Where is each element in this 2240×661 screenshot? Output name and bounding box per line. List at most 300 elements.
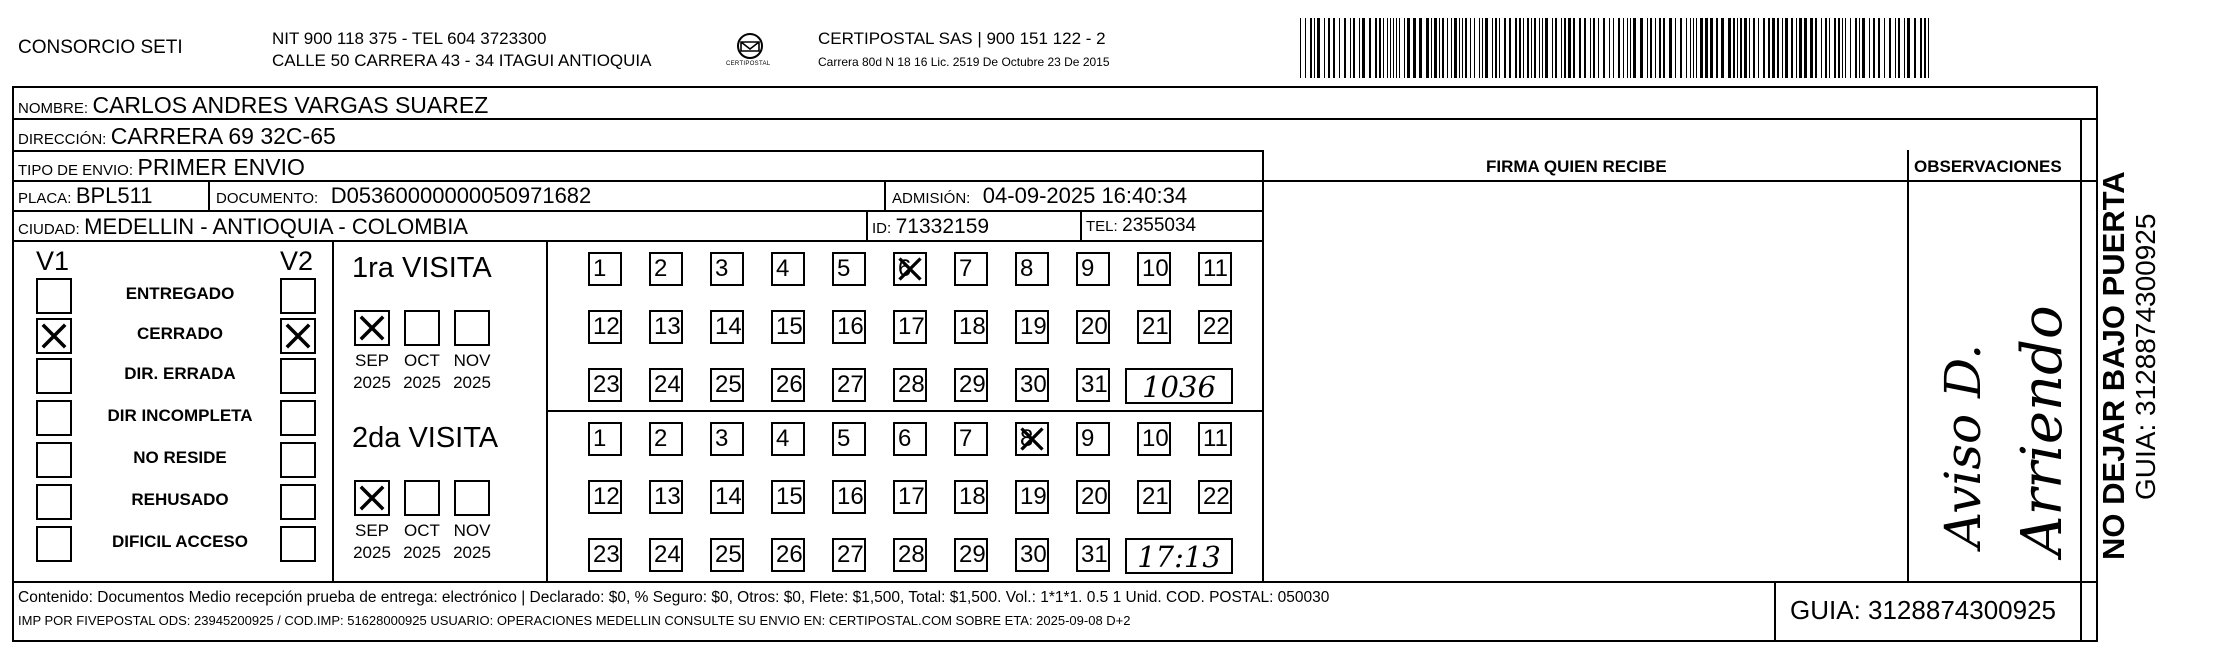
day-number: 18 bbox=[959, 483, 986, 510]
day-number: 6 bbox=[898, 425, 912, 452]
barcode-bar bbox=[1362, 18, 1365, 78]
barcode-bar bbox=[1613, 18, 1614, 78]
status-label: ENTREGADO bbox=[125, 284, 235, 303]
day-box[interactable] bbox=[954, 368, 988, 402]
barcode-bar bbox=[1733, 18, 1735, 78]
barcode-bar bbox=[1474, 18, 1475, 78]
barcode-bar bbox=[1821, 18, 1822, 78]
day-box[interactable] bbox=[771, 368, 805, 402]
direccion-label: DIRECCIÓN: bbox=[18, 131, 107, 148]
day-number: 12 bbox=[593, 483, 620, 510]
barcode-bar bbox=[1700, 18, 1703, 78]
barcode-bar bbox=[1479, 18, 1480, 78]
status-v2-checkbox[interactable] bbox=[280, 442, 316, 478]
placa-field bbox=[18, 185, 152, 207]
barcode-bar bbox=[1584, 18, 1586, 78]
day-box[interactable] bbox=[1076, 368, 1110, 402]
month-checkbox[interactable] bbox=[454, 310, 490, 346]
footer-imp: IMP POR FIVEPOSTAL ODS: 23945200925 / COD.IMP: 51628000925 USUARIO: OPERACIONES MEDELLIN CONSULTE SU ENVIO EN: CERTIPOSTAL.COM SOBRE ETA: 2025-09-08 D+2 bbox=[18, 613, 1131, 628]
barcode-bar bbox=[1873, 18, 1875, 78]
visit-time-box[interactable] bbox=[1125, 368, 1233, 404]
barcode-bar bbox=[1799, 18, 1802, 78]
barcode-bar bbox=[1647, 18, 1648, 78]
day-number: 29 bbox=[959, 371, 986, 398]
day-number: 30 bbox=[1020, 371, 1047, 398]
day-number: 5 bbox=[837, 425, 851, 452]
day-box[interactable] bbox=[954, 422, 988, 456]
company-name: CONSORCIO SETI bbox=[18, 37, 183, 58]
month-year: 2025 bbox=[453, 543, 491, 562]
day-box[interactable] bbox=[710, 310, 744, 344]
barcode-bar bbox=[1426, 18, 1429, 78]
barcode-bar bbox=[1339, 18, 1340, 78]
v1-header: V1 bbox=[36, 246, 70, 276]
status-v2-checkbox[interactable] bbox=[280, 318, 316, 354]
day-box[interactable] bbox=[1137, 422, 1171, 456]
day-box[interactable] bbox=[588, 368, 622, 402]
day-box[interactable] bbox=[832, 368, 866, 402]
day-box[interactable] bbox=[588, 538, 622, 572]
barcode-bar bbox=[1353, 18, 1355, 78]
barcode-bar bbox=[1815, 18, 1817, 78]
barcode-bar bbox=[1552, 18, 1553, 78]
nit-line: NIT 900 118 375 - TEL 604 3723300 bbox=[272, 29, 547, 48]
barcode-bar bbox=[1328, 18, 1330, 78]
barcode-bar bbox=[1442, 18, 1444, 78]
status-v1-checkbox[interactable] bbox=[36, 278, 72, 314]
day-number: 15 bbox=[776, 483, 803, 510]
barcode-bar bbox=[1627, 18, 1628, 78]
status-v2-checkbox[interactable] bbox=[280, 484, 316, 520]
status-v1-checkbox[interactable] bbox=[36, 442, 72, 478]
day-box[interactable] bbox=[1198, 252, 1232, 286]
day-box[interactable] bbox=[832, 422, 866, 456]
nombre-value: CARLOS ANDRES VARGAS SUAREZ bbox=[92, 92, 489, 118]
day-box[interactable] bbox=[893, 422, 927, 456]
month-label: NOV bbox=[453, 351, 491, 370]
day-number: 31 bbox=[1081, 541, 1108, 568]
day-box[interactable] bbox=[832, 252, 866, 286]
barcode-bar bbox=[1545, 18, 1548, 78]
barcode-bar bbox=[1623, 18, 1624, 78]
admision-label: ADMISIÓN: bbox=[892, 190, 971, 207]
tel-label: TEL: bbox=[1086, 218, 1118, 235]
day-number: 24 bbox=[654, 371, 681, 398]
barcode-bar bbox=[1693, 18, 1694, 78]
month-checkbox[interactable] bbox=[354, 480, 390, 516]
barcode-bar bbox=[1728, 18, 1731, 78]
day-box[interactable] bbox=[1015, 310, 1049, 344]
day-box[interactable] bbox=[1076, 538, 1110, 572]
barcode-bar bbox=[1753, 18, 1755, 78]
day-box[interactable] bbox=[832, 310, 866, 344]
barcode-bar bbox=[1895, 18, 1896, 78]
barcode-bar bbox=[1663, 18, 1665, 78]
barcode-bar bbox=[1561, 18, 1562, 78]
barcode-bar bbox=[1737, 18, 1738, 78]
status-label: CERRADO bbox=[137, 324, 223, 343]
day-number: 19 bbox=[1020, 313, 1047, 340]
day-box[interactable] bbox=[710, 480, 744, 514]
barcode-bar bbox=[1686, 18, 1687, 78]
barcode-bar bbox=[1451, 18, 1452, 78]
barcode-bar bbox=[1869, 18, 1870, 78]
day-box[interactable] bbox=[649, 310, 683, 344]
day-number: 29 bbox=[959, 541, 986, 568]
visit-title: 1ra VISITA bbox=[352, 252, 492, 284]
barcode-bar bbox=[1878, 18, 1880, 78]
barcode-bar bbox=[1555, 18, 1557, 78]
day-box[interactable] bbox=[893, 480, 927, 514]
status-label: DIR INCOMPLETA bbox=[107, 406, 253, 425]
barcode-bar bbox=[1924, 18, 1926, 78]
status-v2-checkbox[interactable] bbox=[280, 400, 316, 436]
visit-time-value: 17:13 bbox=[1137, 540, 1221, 574]
day-box[interactable] bbox=[710, 422, 744, 456]
barcode-bar bbox=[1744, 18, 1747, 78]
barcode-bar bbox=[1454, 18, 1457, 78]
barcode-bar bbox=[1768, 18, 1770, 78]
barcode-bar bbox=[1630, 18, 1631, 78]
barcode-bar bbox=[1542, 18, 1543, 78]
side-notice: NO DEJAR BAJO PUERTA bbox=[2096, 171, 2131, 560]
barcode-bar bbox=[1593, 18, 1595, 78]
barcode-bar bbox=[1539, 18, 1540, 78]
day-box[interactable] bbox=[1198, 310, 1232, 344]
footer-guia: GUIA: 3128874300925 bbox=[1790, 595, 2056, 625]
barcode-bar bbox=[1716, 18, 1718, 78]
barcode-bar bbox=[1777, 18, 1779, 78]
day-box[interactable] bbox=[771, 480, 805, 514]
barcode-bar bbox=[1914, 18, 1916, 78]
barcode-bar bbox=[1710, 18, 1713, 78]
barcode-bar bbox=[1527, 18, 1529, 78]
month-checkbox[interactable] bbox=[454, 480, 490, 516]
day-box[interactable] bbox=[1076, 422, 1110, 456]
tipo-envio-label: TIPO DE ENVIO: bbox=[18, 162, 134, 179]
nombre-row bbox=[18, 94, 488, 117]
barcode-bar bbox=[1523, 18, 1524, 78]
month-label: SEP bbox=[354, 521, 390, 540]
day-box[interactable] bbox=[1198, 480, 1232, 514]
day-box[interactable] bbox=[1015, 538, 1049, 572]
day-box[interactable] bbox=[588, 422, 622, 456]
logo-caption: CERTIPOSTAL bbox=[726, 61, 771, 67]
day-number: 9 bbox=[1081, 255, 1095, 282]
day-box[interactable] bbox=[954, 480, 988, 514]
status-v1-checkbox[interactable] bbox=[36, 318, 72, 354]
barcode-bar bbox=[1791, 18, 1793, 78]
documento-label: DOCUMENTO: bbox=[216, 190, 319, 207]
day-box[interactable] bbox=[893, 368, 927, 402]
day-number: 10 bbox=[1142, 255, 1169, 282]
barcode-bar bbox=[1655, 18, 1656, 78]
barcode-bar bbox=[1568, 18, 1571, 78]
day-number: 7 bbox=[959, 255, 973, 282]
barcode-bar bbox=[1785, 18, 1788, 78]
barcode-bar bbox=[1772, 18, 1775, 78]
day-box[interactable] bbox=[649, 368, 683, 402]
barcode-bar bbox=[1696, 18, 1697, 78]
month-label: OCT bbox=[404, 521, 440, 540]
visit-time-box[interactable] bbox=[1125, 538, 1233, 574]
barcode-bar bbox=[1680, 18, 1682, 78]
status-v2-checkbox[interactable] bbox=[280, 526, 316, 562]
tel-value: 2355034 bbox=[1122, 215, 1197, 236]
certipostal-logo-icon bbox=[726, 30, 774, 76]
day-number: 9 bbox=[1081, 425, 1095, 452]
day-box[interactable] bbox=[771, 252, 805, 286]
day-number: 1 bbox=[593, 425, 607, 452]
form-frame bbox=[12, 86, 2098, 642]
month-checkbox[interactable] bbox=[354, 310, 390, 346]
day-box[interactable] bbox=[893, 538, 927, 572]
day-number: 4 bbox=[776, 255, 790, 282]
day-box[interactable] bbox=[1015, 422, 1049, 456]
day-box[interactable] bbox=[771, 310, 805, 344]
day-number: 4 bbox=[776, 425, 790, 452]
day-box[interactable] bbox=[1137, 480, 1171, 514]
certipostal-line: CERTIPOSTAL SAS | 900 151 122 - 2 bbox=[818, 29, 1106, 48]
day-number: 27 bbox=[837, 541, 864, 568]
day-number: 12 bbox=[593, 313, 620, 340]
barcode-bar bbox=[1305, 18, 1306, 78]
day-number: 10 bbox=[1142, 425, 1169, 452]
status-v1-checkbox[interactable] bbox=[36, 400, 72, 436]
day-box[interactable] bbox=[893, 310, 927, 344]
day-box[interactable] bbox=[649, 480, 683, 514]
license-line: Carrera 80d N 18 16 Lic. 2519 De Octubre 23 De 2015 bbox=[818, 55, 1110, 69]
day-number: 3 bbox=[715, 255, 729, 282]
id-field bbox=[872, 216, 989, 237]
barcode-bar bbox=[1310, 18, 1312, 78]
barcode-bar bbox=[1650, 18, 1652, 78]
month-checkbox[interactable] bbox=[404, 480, 440, 516]
day-number: 1 bbox=[593, 255, 607, 282]
barcode-bar bbox=[1889, 18, 1891, 78]
barcode-bar bbox=[1884, 18, 1885, 78]
ciudad-label: CIUDAD: bbox=[18, 221, 80, 238]
barcode-bar bbox=[1504, 18, 1506, 78]
status-label: DIFICIL ACCESO bbox=[111, 532, 248, 551]
barcode-bar bbox=[1928, 18, 1929, 78]
ciudad-value: MEDELLIN - ANTIOQUIA - COLOMBIA bbox=[84, 214, 468, 239]
day-box[interactable] bbox=[954, 538, 988, 572]
day-box[interactable] bbox=[649, 538, 683, 572]
day-box[interactable] bbox=[832, 480, 866, 514]
barcode-bar bbox=[1609, 18, 1610, 78]
side-guia: GUIA: 3128874300925 bbox=[2130, 213, 2161, 500]
x-mark-icon bbox=[38, 320, 70, 352]
month-label: NOV bbox=[453, 521, 491, 540]
month-year: 2025 bbox=[453, 373, 491, 392]
id-value: 71332159 bbox=[895, 215, 990, 238]
barcode-bar bbox=[1447, 18, 1448, 78]
barcode-bar bbox=[1669, 18, 1672, 78]
barcode-bar bbox=[1407, 18, 1410, 78]
day-box[interactable] bbox=[649, 422, 683, 456]
day-box[interactable] bbox=[588, 480, 622, 514]
day-box[interactable] bbox=[893, 252, 927, 286]
day-box[interactable] bbox=[771, 422, 805, 456]
barcode-bar bbox=[1633, 18, 1636, 78]
day-box[interactable] bbox=[954, 252, 988, 286]
barcode-bar bbox=[1825, 18, 1827, 78]
status-v2-checkbox[interactable] bbox=[280, 358, 316, 394]
day-box[interactable] bbox=[710, 538, 744, 572]
day-number: 28 bbox=[898, 541, 925, 568]
barcode-bar bbox=[1434, 18, 1437, 78]
barcode-bar bbox=[1573, 18, 1575, 78]
month-year: 2025 bbox=[403, 543, 441, 562]
day-box[interactable] bbox=[771, 538, 805, 572]
day-number: 28 bbox=[898, 371, 925, 398]
day-number: 30 bbox=[1020, 541, 1047, 568]
month-year: 2025 bbox=[353, 543, 391, 562]
barcode-bar bbox=[1855, 18, 1857, 78]
barcode-bar bbox=[1705, 18, 1708, 78]
documento-field bbox=[216, 185, 591, 207]
barcode-bar bbox=[1659, 18, 1661, 78]
day-number: 21 bbox=[1142, 483, 1169, 510]
day-box[interactable] bbox=[1015, 480, 1049, 514]
x-mark-icon bbox=[895, 254, 925, 284]
month-label: SEP bbox=[354, 351, 390, 370]
day-box[interactable] bbox=[1015, 368, 1049, 402]
day-number: 16 bbox=[837, 313, 864, 340]
day-box[interactable] bbox=[1015, 252, 1049, 286]
day-box[interactable] bbox=[1137, 310, 1171, 344]
status-v2-checkbox[interactable] bbox=[280, 278, 316, 314]
barcode-bar bbox=[1413, 18, 1416, 78]
barcode-bar bbox=[1675, 18, 1676, 78]
barcode-bar bbox=[1344, 18, 1346, 78]
barcode-bar bbox=[1763, 18, 1765, 78]
day-number: 5 bbox=[837, 255, 851, 282]
barcode-bar bbox=[1838, 18, 1840, 78]
visit-title: 2da VISITA bbox=[352, 422, 499, 454]
documento-value: D05360000000050971682 bbox=[330, 183, 592, 208]
barcode-bar bbox=[1859, 18, 1860, 78]
day-number: 25 bbox=[715, 541, 742, 568]
observaciones-note-line2: Arriendo bbox=[2010, 305, 2075, 556]
day-box[interactable] bbox=[1076, 480, 1110, 514]
tipo-envio-row bbox=[18, 156, 305, 179]
day-number: 17 bbox=[898, 313, 925, 340]
month-year: 2025 bbox=[403, 373, 441, 392]
ciudad-field bbox=[18, 216, 468, 238]
tipo-envio-value: PRIMER ENVIO bbox=[137, 154, 305, 180]
barcode-bar bbox=[1829, 18, 1830, 78]
id-label: ID: bbox=[872, 220, 892, 237]
barcode-bar bbox=[1515, 18, 1517, 78]
month-year: 2025 bbox=[353, 373, 391, 392]
barcode-bar bbox=[1603, 18, 1605, 78]
barcode-bar bbox=[1462, 18, 1463, 78]
barcode-bar bbox=[1393, 18, 1394, 78]
x-mark-icon bbox=[282, 320, 314, 352]
day-number: 19 bbox=[1020, 483, 1047, 510]
barcode-bar bbox=[1350, 18, 1351, 78]
observaciones-header: OBSERVACIONES bbox=[1914, 157, 2062, 176]
day-number: 23 bbox=[593, 371, 620, 398]
barcode-bar bbox=[1834, 18, 1836, 78]
barcode-bar bbox=[1842, 18, 1843, 78]
day-box[interactable] bbox=[1076, 252, 1110, 286]
day-number: 31 bbox=[1081, 371, 1108, 398]
barcode-bar bbox=[1721, 18, 1724, 78]
day-number: 2 bbox=[654, 255, 668, 282]
day-number: 22 bbox=[1203, 483, 1230, 510]
barcode-bar bbox=[1359, 18, 1360, 78]
barcode-bar bbox=[1390, 18, 1391, 78]
day-box[interactable] bbox=[588, 310, 622, 344]
day-box[interactable] bbox=[1137, 252, 1171, 286]
status-label: REHUSADO bbox=[131, 490, 229, 509]
barcode-bar bbox=[1564, 18, 1566, 78]
day-number: 25 bbox=[715, 371, 742, 398]
barcode-bar bbox=[1920, 18, 1922, 78]
status-v1-checkbox[interactable] bbox=[36, 526, 72, 562]
barcode-bar bbox=[1396, 18, 1397, 78]
day-number: 13 bbox=[654, 313, 681, 340]
day-number: 27 bbox=[837, 371, 864, 398]
barcode-bar bbox=[1782, 18, 1783, 78]
admision-value: 04-09-2025 16:40:34 bbox=[982, 183, 1188, 208]
nombre-label: NOMBRE: bbox=[18, 100, 89, 117]
day-box[interactable] bbox=[954, 310, 988, 344]
address-line: CALLE 50 CARRERA 43 - 34 ITAGUI ANTIOQUIA bbox=[272, 51, 652, 70]
barcode-bar bbox=[1579, 18, 1581, 78]
x-mark-icon bbox=[356, 312, 388, 344]
barcode-bar bbox=[1509, 18, 1511, 78]
month-checkbox[interactable] bbox=[404, 310, 440, 346]
day-number: 23 bbox=[593, 541, 620, 568]
day-number: 17 bbox=[898, 483, 925, 510]
day-number: 13 bbox=[654, 483, 681, 510]
day-number: 15 bbox=[776, 313, 803, 340]
placa-value: BPL511 bbox=[75, 183, 153, 208]
direccion-value: CARRERA 69 32C-65 bbox=[110, 123, 336, 149]
visit-time-value: 1036 bbox=[1142, 370, 1216, 404]
day-number: 6 bbox=[898, 255, 912, 282]
day-box[interactable] bbox=[832, 538, 866, 572]
barcode bbox=[1300, 18, 1935, 80]
barcode-bar bbox=[1495, 18, 1497, 78]
day-number: 26 bbox=[776, 371, 803, 398]
barcode-bar bbox=[1749, 18, 1750, 78]
day-number: 14 bbox=[715, 313, 742, 340]
barcode-bar bbox=[1317, 18, 1320, 78]
month-label: OCT bbox=[404, 351, 440, 370]
barcode-bar bbox=[1590, 18, 1591, 78]
status-v1-checkbox[interactable] bbox=[36, 484, 72, 520]
placa-label: PLACA: bbox=[18, 190, 72, 207]
day-box[interactable] bbox=[710, 252, 744, 286]
day-box[interactable] bbox=[1198, 422, 1232, 456]
day-box[interactable] bbox=[649, 252, 683, 286]
barcode-bar bbox=[1419, 18, 1422, 78]
day-box[interactable] bbox=[588, 252, 622, 286]
barcode-bar bbox=[1850, 18, 1851, 78]
barcode-bar bbox=[1640, 18, 1643, 78]
barcode-bar bbox=[1369, 18, 1371, 78]
day-box[interactable] bbox=[1076, 310, 1110, 344]
barcode-bar bbox=[1898, 18, 1900, 78]
status-v1-checkbox[interactable] bbox=[36, 358, 72, 394]
day-box[interactable] bbox=[710, 368, 744, 402]
barcode-bar bbox=[1431, 18, 1432, 78]
